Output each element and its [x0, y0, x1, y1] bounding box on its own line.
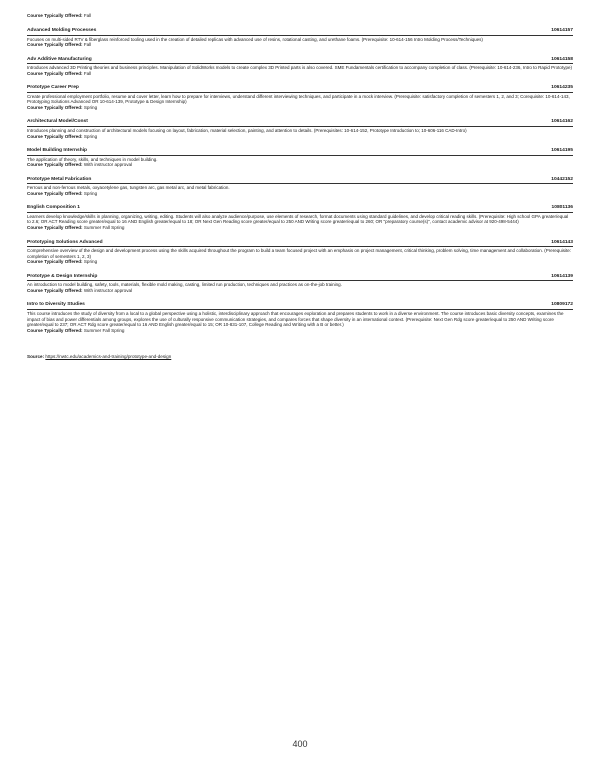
offered-value: With instructor approval	[83, 162, 133, 168]
course-offered	[27, 162, 573, 168]
course-title: Prototyping Solutions Advanced	[27, 239, 103, 245]
course-number: 10614143	[551, 239, 573, 245]
course-entry	[27, 119, 573, 139]
course-entry	[27, 57, 573, 77]
course-number: 10614235	[551, 85, 573, 91]
course-title: Prototype Metal Fabrication	[27, 176, 92, 182]
course-offered	[27, 71, 573, 77]
course-description: An introduction to model building, safety, tools, materials, flexible mold making, casting, limited run production, techniques and practices as on-the-job training.	[27, 282, 342, 288]
course-title: Prototype Career Prep	[27, 85, 79, 91]
offered-value: Summer Fall Spring	[83, 328, 125, 334]
offered-value: Spring	[83, 133, 98, 139]
offered-value: Spring	[83, 105, 98, 111]
course-entry	[27, 240, 573, 266]
offered-value: Fall	[83, 13, 92, 18]
course-number: 10614195	[551, 148, 573, 154]
course-entry	[27, 274, 573, 294]
course-header	[27, 205, 573, 213]
course-header	[27, 274, 573, 282]
offered-label: Course Typically Offered:	[27, 13, 83, 18]
course-description: Ferrous and non-ferrous metals, oxyacetylene gas, tungsten arc, gas metal arc, and metal fabrication.	[27, 185, 230, 191]
offered-label: Course Typically Offered:	[27, 190, 83, 196]
course-title: Intro to Diversity Studies	[27, 302, 85, 308]
course-description: Create professional employment portfolio, resume and cover letter, learn how to prepare for interviews, understand different interviewing techniques, and participate in a mock interview. (Prerequisite: satisfactory completion of semesters 1, 2, and 3; Corequisite: 10-614-143, Prototyping Solutions Advanced OR 10-614-139, Prototype & Design Internship)	[27, 93, 570, 105]
course-header	[27, 302, 573, 310]
offered-label: Course Typically Offered:	[27, 105, 83, 111]
offered-label: Course Typically Offered:	[27, 225, 83, 231]
course-header	[27, 119, 573, 127]
page-number: 400	[292, 739, 308, 749]
course-title: Advanced Molding Processes	[27, 28, 97, 33]
offered-label: Course Typically Offered:	[27, 42, 83, 48]
course-number: 10442152	[551, 176, 573, 182]
offered-value: Spring	[83, 190, 98, 196]
source-line	[27, 354, 573, 360]
course-title: Adv Additive Manufacturing	[27, 56, 92, 62]
course-title: Architectural Model/Const	[27, 119, 88, 125]
course-description: This course introduces the study of diversity from a local to a global perspective using a holistic, interdisciplinary approach that encourages exploration and prepares students to work in a diverse environment. The course introduces basic diversity concepts, examines the impact of bias and power differentials among groups, explores the use of culturally responsive communication strategies, and compares forces that shape diversity in an international context. (Prerequisite: Next Gen Rdg score greater/equal to 250 AND Writing score greater/equal to 237; OR ACT Rdg score greater/equal to 16 AND English greater/equal to 15; OR 10-831-107, College Reading and Writing with a B or better.)	[27, 310, 564, 328]
course-offered	[27, 288, 573, 294]
source-link[interactable]: https://nwtc.edu/academics-and-training/prototype-and-design	[45, 353, 172, 359]
offered-label: Course Typically Offered:	[27, 288, 83, 294]
course-header	[27, 57, 573, 65]
course-entry	[27, 148, 573, 168]
offered-label: Course Typically Offered:	[27, 162, 83, 168]
course-description: Introduces planning and construction of architectural models focusing on layout, fabrication, material selection, painting, and attention to details. (Prerequisites: 10-614-152, Prototype Introduction to; 10-606-116 CAD-Intro)	[27, 127, 467, 133]
offered-value: Spring	[83, 259, 98, 265]
course-offered	[27, 191, 573, 197]
offered-label: Course Typically Offered:	[27, 70, 83, 76]
course-description: Introduces advanced 3D Printing theories and business principles. Manipulation of SolidWorks models to create complex 3D Printed parts is also covered. SME Fundamentals certification to accompany completion of class. (Prerequisite: 10-614-236, Intro to Rapid Prototype)	[27, 65, 572, 71]
course-title: English Composition 1	[27, 205, 80, 211]
course-entry	[27, 302, 573, 333]
course-entry	[27, 85, 573, 111]
course-entry	[27, 205, 573, 231]
course-list	[27, 28, 573, 334]
course-title: Model Building Internship	[27, 148, 88, 154]
course-offered	[27, 105, 573, 111]
course-header	[27, 240, 573, 248]
course-header	[27, 177, 573, 185]
course-offered	[27, 134, 573, 140]
offered-value: Fall	[83, 42, 92, 48]
offered-value: With instructor approval	[83, 288, 133, 294]
course-description: Comprehensive overview of the design and development process using the skills acquired throughout the program to build a team focused project with an emphasis on project management, critical thinking, problem solving, time management and collaboration. (Prerequisite: completion of semesters 1, 2, 3)	[27, 248, 572, 259]
course-number: 10614162	[551, 119, 573, 125]
offered-label: Course Typically Offered:	[27, 259, 83, 265]
course-description: The application of theory, skills, and techniques in model building.	[27, 156, 158, 162]
course-description: Learners develop knowledge/skills in planning, organizing, writing, editing. Students will also analyze audience/purpose, use elements of research, format documents using standard guidelines, and develop critical reading skills. (Prerequisite: High school GPA greater/equal to 2.6; OR ACT Reading score greater/equal to 16 AND English greater/equal to 18; OR Next Gen Reading score greater/equal to 250 AND Writing score greater/equal to 260; OR "preparatory course(s)", contact academic advisor at 920-498-5444)	[27, 213, 569, 225]
course-header	[27, 148, 573, 156]
course-description: Focuses on multi-sided RTV & fiberglass reinforced tooling used in the creation of detailed replicas with advanced use of resins, rotational casting, and urethane foams. (Prerequisite: 10-614-156 Intro Molding Process/Techniques)	[27, 36, 483, 42]
course-header	[27, 85, 573, 93]
course-entry	[27, 28, 573, 48]
course-number: 10614157	[551, 28, 573, 33]
course-offered	[27, 225, 573, 231]
course-number: 10614158	[551, 56, 573, 62]
source-label: Source:	[27, 353, 45, 359]
course-entry	[27, 177, 573, 197]
catalog-page	[27, 13, 573, 360]
course-title: Prototype & Design Internship	[27, 273, 98, 279]
offered-label: Course Typically Offered:	[27, 328, 83, 334]
course-number: 10809172	[551, 302, 573, 308]
course-offered	[27, 42, 573, 48]
course-number: 10614139	[551, 273, 573, 279]
course-offered	[27, 328, 573, 334]
offered-label: Course Typically Offered:	[27, 133, 83, 139]
course-number: 10801136	[551, 205, 573, 211]
offered-value: Fall	[83, 70, 92, 76]
course-header	[27, 28, 573, 36]
offered-value: Summer Fall Spring	[83, 225, 125, 231]
first-offered-line	[27, 13, 573, 19]
course-offered	[27, 259, 573, 265]
